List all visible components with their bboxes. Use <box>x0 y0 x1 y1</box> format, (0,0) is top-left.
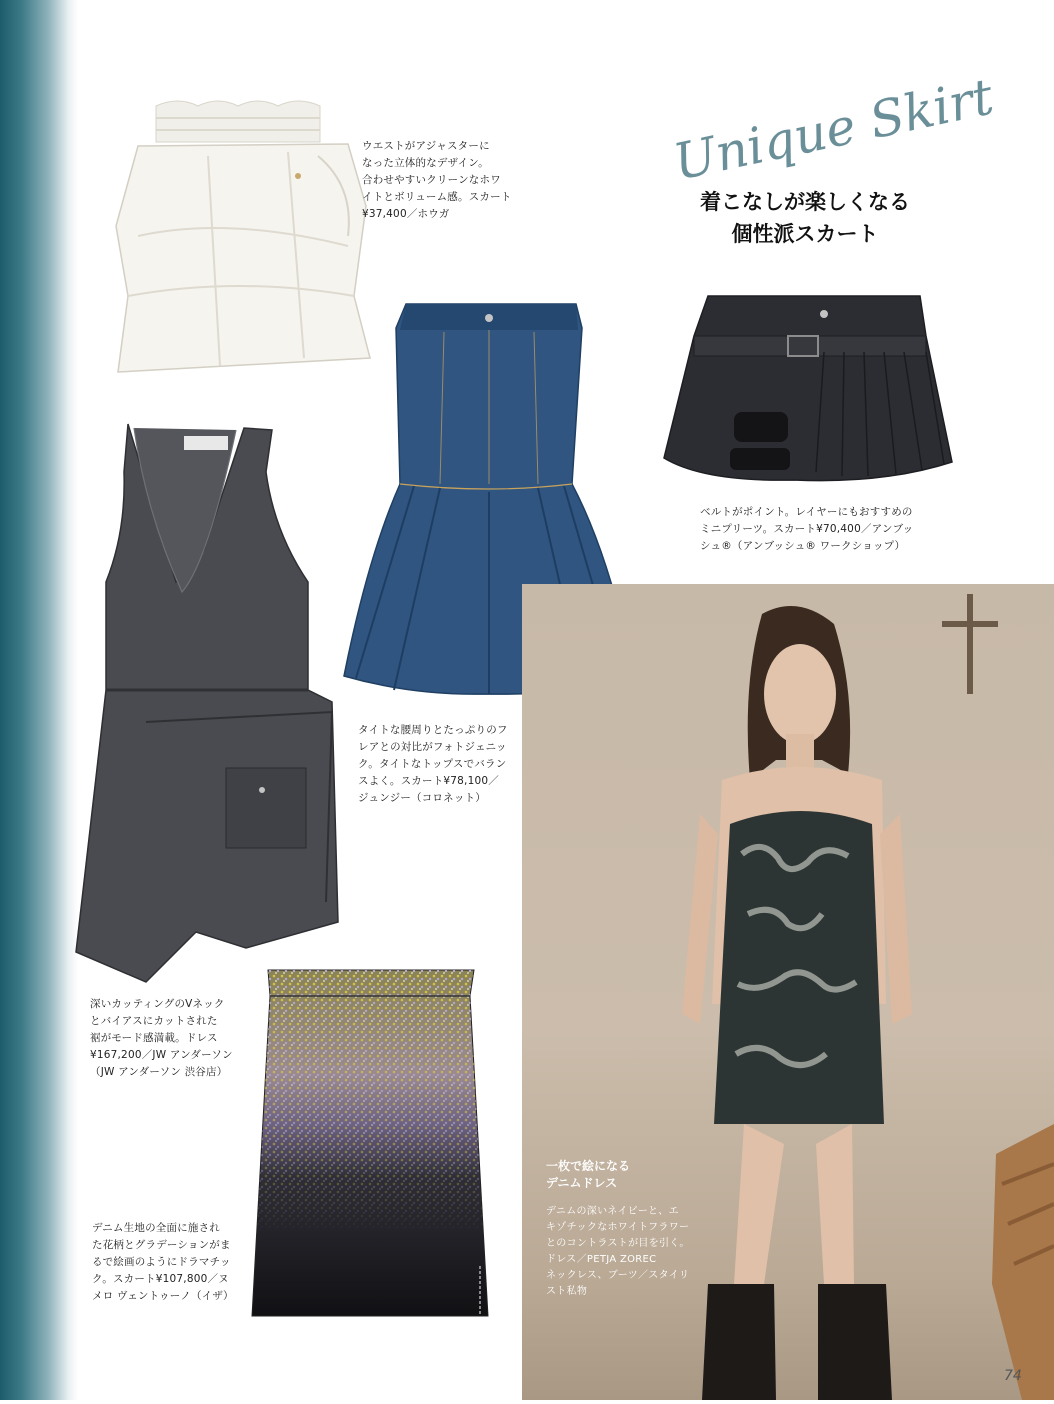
pleated-mini-skirt-caption: ベルトがポイント。レイヤーにもおすすめの ミニプリーツ。スカート¥70,400／アンブッ シュ®（アンブッシュ® ワークショップ） <box>700 506 914 552</box>
white-skirt-caption: ウエストがアジャスターに なった立体的なデザイン。 合わせやすいクリーンなホワ イトとボリューム感。スカート ¥37,400／ホウガ <box>362 140 512 220</box>
denim-mermaid-skirt-caption: タイトな腰周りとたっぷりのフ レアとの対比がフォトジェニッ ク。タイトなトップスでバラン スよく。スカート¥78,100／ ジュンジー（コロネット） <box>358 724 508 804</box>
page-number: 74 <box>1004 1368 1022 1384</box>
section-title: 着こなしが楽しくなる 個性派スカート <box>700 190 910 246</box>
page-spine-gradient <box>0 0 78 1400</box>
white-skirt-image <box>108 96 378 380</box>
grey-denim-dress-image <box>76 422 338 982</box>
floral-gradient-skirt-caption: デニム生地の全面に施され た花柄とグラデーションがま るで絵画のようにドラマチッ ク。スカート¥107,800／ヌ メロ ヴェントゥーノ（イザ） <box>92 1222 234 1302</box>
grey-denim-dress-caption: 深いカッティングのVネック とバイアスにカットされた 裾がモード感満載。ドレス ¥167,200／JW アンダーソン （JW アンダーソン 渋谷店） <box>90 998 233 1078</box>
photo-caption: デニムの深いネイビーと、エ キゾチックなホワイトフラワー とのコントラストが目を引く。 ドレス／PETJA ZOREC ネックレス、ブーツ／スタイリ スト私物 <box>546 1206 690 1297</box>
photo-headline: 一枚で絵になる デニムドレス <box>546 1159 631 1190</box>
svg-text:Unique Skirt: Unique Skirt <box>668 67 999 192</box>
floral-gradient-skirt-image <box>248 966 494 1322</box>
pleated-mini-skirt-image <box>664 292 954 488</box>
unique-skirt-script-title <box>668 67 999 192</box>
